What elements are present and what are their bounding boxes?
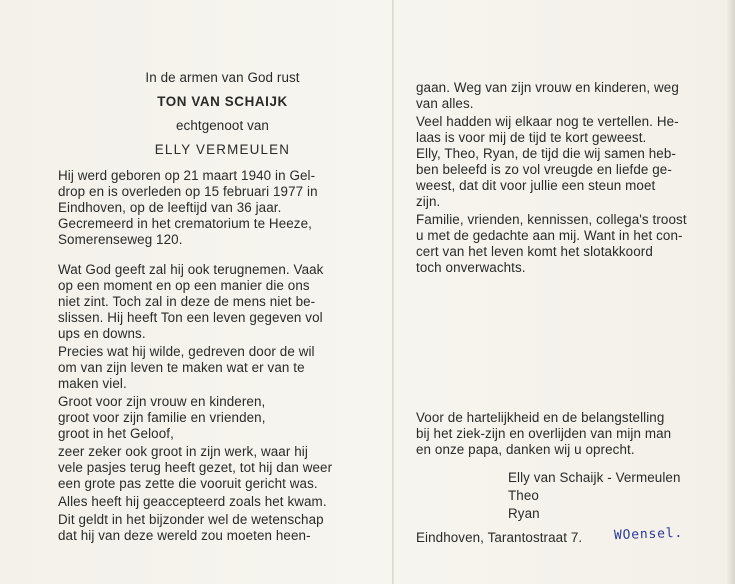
- body-line: Groot voor zijn vrouw en kinderen,: [58, 394, 266, 409]
- body-line: dat hij van deze wereld zou moeten heen-: [58, 528, 311, 543]
- signature-name: Elly van Schaijk - Vermeulen: [508, 470, 681, 485]
- body-line: zijn.: [416, 194, 441, 209]
- thanks-line: bij het ziek-zijn en overlijden van mijn man: [416, 426, 672, 441]
- card-fold: [392, 0, 394, 584]
- body-line: Veel hadden wij elkaar nog te vertellen. He-: [416, 114, 679, 129]
- address-line: Eindhoven, Tarantostraat 7.: [416, 530, 583, 545]
- body-line: een grote pas zette die vooruit gericht was.: [58, 476, 318, 491]
- bio-line: drop en is overleden op 15 februari 1977 in: [58, 184, 318, 199]
- body-line: zeer zeker ook groot in zijn werk, waar hij: [58, 444, 308, 459]
- signature-name: Theo: [508, 488, 539, 503]
- bio-line: Gecremeerd in het crematorium te Heeze,: [58, 216, 312, 231]
- body-line: laas is voor mij de tijd te kort geweest.: [416, 130, 647, 145]
- thanks-line: Voor de hartelijkheid en de belangstelling: [416, 410, 665, 425]
- deceased-name: TON VAN SCHAIJK: [157, 94, 288, 109]
- body-line: ups en downs.: [58, 326, 146, 341]
- thanks-line: en onze papa, danken wij u oprecht.: [416, 442, 635, 457]
- body-line: van alles.: [416, 96, 474, 111]
- body-line: Alles heeft hij geaccepteerd zoals het kwam.: [58, 494, 327, 509]
- body-line: groot voor zijn familie en vrienden,: [58, 410, 266, 425]
- bio-line: Hij werd geboren op 21 maart 1940 in Gel-: [58, 168, 316, 183]
- handwritten-note: WOensel.: [613, 525, 684, 544]
- body-line: groot in het Geloof,: [58, 426, 174, 441]
- body-line: niet zint. Toch zal in deze de mens niet be-: [58, 294, 316, 309]
- body-line: vele pasjes terug heeft gezet, tot hij dan weer: [58, 460, 333, 475]
- card-edge: [727, 0, 735, 584]
- body-line: op een moment en op een manier die ons: [58, 278, 310, 293]
- bio-line: Eindhoven, op de leeftijd van 36 jaar.: [58, 200, 282, 215]
- body-line: Precies wat hij wilde, gedreven door de wil: [58, 344, 315, 359]
- body-line: cert van het leven komt het slotakkoord: [416, 244, 653, 259]
- body-line: om van zijn leven te maken wat er van te: [58, 360, 305, 375]
- signature-name: Ryan: [508, 506, 540, 521]
- body-line: Wat God geeft zal hij ook terugnemen. Vaak: [58, 262, 324, 277]
- body-line: ben beleefd is zo vol vreugde en liefde ge-: [416, 162, 672, 177]
- body-line: slissen. Hij heeft Ton een leven gegeven vol: [58, 310, 323, 325]
- relation-line: echtgenoot van: [176, 118, 269, 133]
- body-line: gaan. Weg van zijn vrouw en kinderen, weg: [416, 80, 679, 95]
- body-line: maken viel.: [58, 376, 127, 391]
- body-line: weest, dat dit voor jullie een steun moet: [416, 178, 656, 193]
- body-line: Dit geldt in het bijzonder wel de wetenschap: [58, 512, 324, 527]
- bio-line: Somerenseweg 120.: [58, 232, 183, 247]
- intro-line: In de armen van God rust: [145, 70, 300, 85]
- body-line: Elly, Theo, Ryan, de tijd die wij samen heb-: [416, 146, 676, 161]
- body-line: toch onverwachts.: [416, 260, 526, 275]
- body-line: u met de gedachte aan mij. Want in het con-: [416, 228, 683, 243]
- spouse-name: ELLY VERMEULEN: [154, 142, 291, 157]
- body-line: Familie, vrienden, kennissen, collega's troost: [416, 212, 687, 227]
